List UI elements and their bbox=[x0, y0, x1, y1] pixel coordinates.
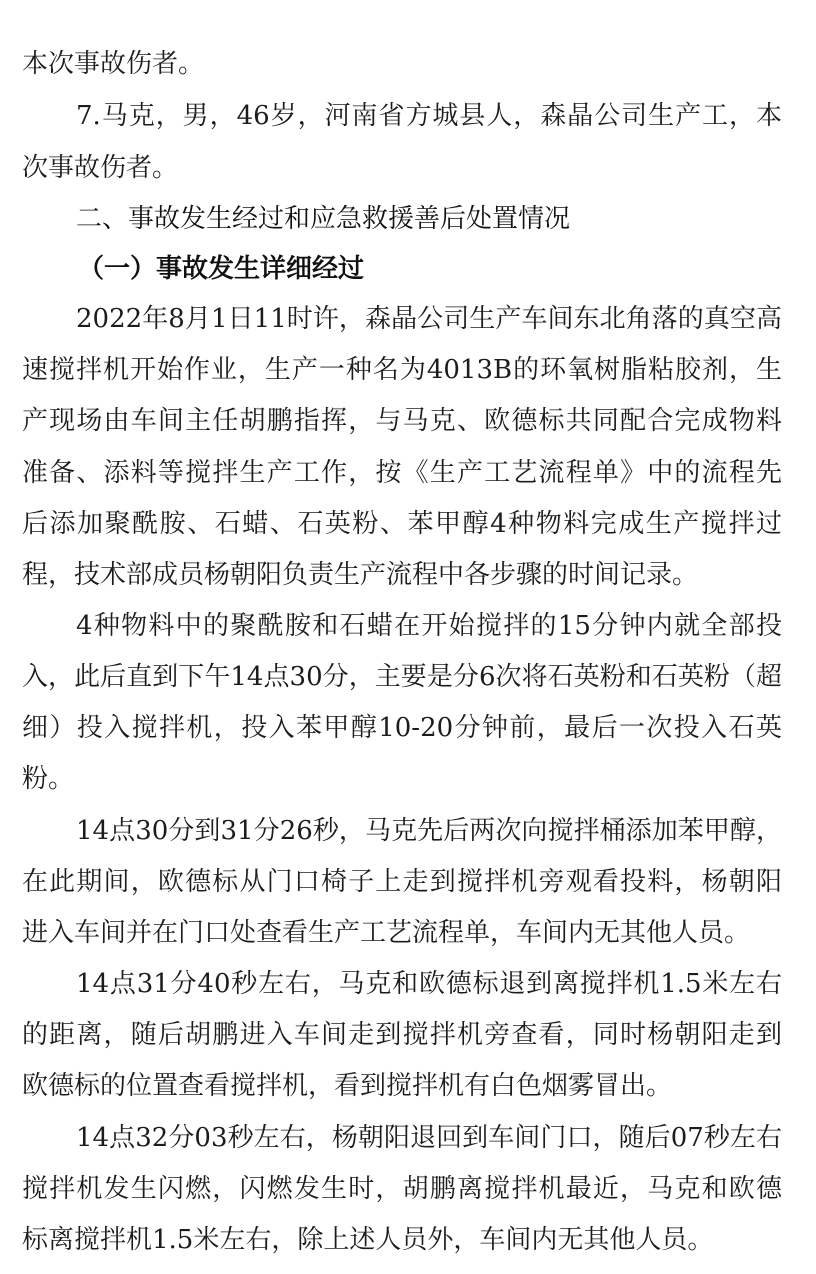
text-line: 7.马克，男，46岁，河南省方城县人，森晶公司生产工，本 bbox=[76, 101, 782, 131]
text-line: 本次事故伤者。 bbox=[22, 49, 205, 79]
text-line: 速搅拌机开始作业，生产一种名为4013B的环氧树脂粘胶剂，生 bbox=[22, 355, 782, 385]
text-line: 搅拌机发生闪燃，闪燃发生时，胡鹏离搅拌机最近，马克和欧德 bbox=[22, 1174, 782, 1204]
text-line: 欧德标的位置查看搅拌机，看到搅拌机有白色烟雾冒出。 bbox=[22, 1071, 673, 1101]
text-line: 14点31分40秒左右，马克和欧德标退到离搅拌机1.5米左右 bbox=[76, 969, 782, 999]
text-line: 粉。 bbox=[22, 764, 75, 794]
text-line: 程，技术部成员杨朝阳负责生产流程中各步骤的时间记录。 bbox=[22, 560, 699, 590]
text-line: 14点32分03秒左右，杨朝阳退回到车间门口，随后07秒左右 bbox=[76, 1123, 782, 1153]
text-line: 产现场由车间主任胡鹏指挥，与马克、欧德标共同配合完成物料 bbox=[22, 406, 782, 436]
section-heading: 二、事故发生经过和应急救援善后处置情况 bbox=[76, 204, 571, 234]
text-line: 14点30分到31分26秒，马克先后两次向搅拌桶添加苯甲醇， bbox=[76, 816, 782, 846]
text-line: 在此期间，欧德标从门口椅子上走到搅拌机旁观看投料，杨朝阳 bbox=[22, 867, 782, 897]
text-line: 次事故伤者。 bbox=[22, 153, 179, 183]
text-line: 的距离，随后胡鹏进入车间走到搅拌机旁查看，同时杨朝阳走到 bbox=[22, 1020, 782, 1050]
text-line: 细）投入搅拌机，投入苯甲醇10-20分钟前，最后一次投入石英 bbox=[22, 713, 782, 743]
text-line: 4种物料中的聚酰胺和石蜡在开始搅拌的15分钟内就全部投 bbox=[76, 611, 782, 641]
text-line: 标离搅拌机1.5米左右，除上述人员外，车间内无其他人员。 bbox=[22, 1225, 714, 1255]
subsection-heading: （一）事故发生详细经过 bbox=[78, 254, 365, 284]
text-line: 2022年8月1日11时许，森晶公司生产车间东北角落的真空高 bbox=[76, 304, 782, 334]
text-line: 进入车间并在门口处查看生产工艺流程单，车间内无其他人员。 bbox=[22, 918, 751, 948]
text-line: 后添加聚酰胺、石蜡、石英粉、苯甲醇4种物料完成生产搅拌过 bbox=[22, 509, 782, 539]
text-line: 准备、添料等搅拌生产工作，按《生产工艺流程单》中的流程先 bbox=[22, 458, 782, 488]
text-line: 入，此后直到下午14点30分，主要是分6次将石英粉和石英粉（超 bbox=[22, 662, 782, 692]
